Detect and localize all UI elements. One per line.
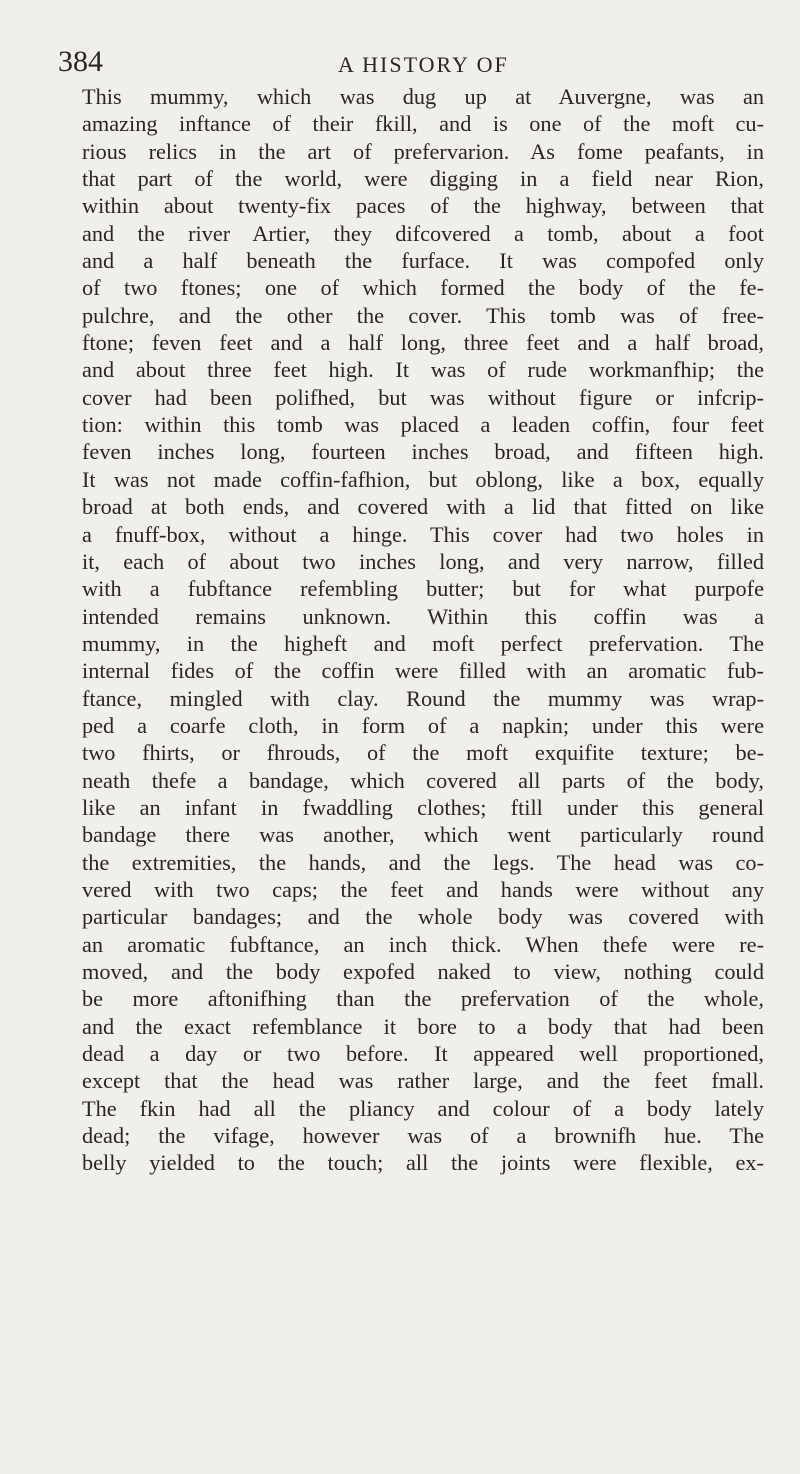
- text-line: broad at both ends, and covered with a lid that fitted on like: [82, 494, 764, 520]
- text-line: and the river Artier, they difcovered a tomb, about a foot: [82, 220, 764, 246]
- text-line: ftone; feven feet and a half long, three feet and a half broad,: [82, 330, 764, 356]
- text-line: a fnuff-box, without a hinge. This cover had two holes in: [82, 521, 764, 547]
- text-line: ped a coarfe cloth, in form of a napkin; under this were: [82, 712, 764, 738]
- text-line: moved, and the body expofed naked to view, nothing could: [82, 959, 764, 984]
- text-line: and the exact refemblance it bore to a body that had been: [82, 1013, 764, 1039]
- text-line: vered with two caps; the feet and hands were without any: [82, 876, 764, 902]
- page-number: 384: [58, 45, 103, 78]
- text-line: with a fubftance refembling butter; but for what purpofe: [82, 576, 764, 602]
- text-line: except that the head was rather large, and the feet fmall.: [82, 1068, 764, 1094]
- text-line: like an infant in fwaddling clothes; ftill under this general: [82, 794, 764, 820]
- running-title: A HISTORY OF: [338, 52, 509, 77]
- text-line: belly yielded to the touch; all the joints were flexible, ex-: [82, 1150, 764, 1176]
- text-line: This mummy, which was dug up at Auvergne, was an: [82, 84, 764, 109]
- text-line: The fkin had all the pliancy and colour of a body lately: [82, 1095, 764, 1121]
- text-line: of two ftones; one of which formed the body of the fe-: [82, 275, 764, 301]
- text-line: ftance, mingled with clay. Round the mummy was wrap-: [82, 685, 764, 711]
- text-line: amazing inftance of their fkill, and is one of the moft cu-: [82, 111, 764, 137]
- text-line: intended remains unknown. Within this coffin was a: [82, 603, 764, 629]
- text-line: It was not made coffin-fafhion, but oblong, like a box, equally: [82, 466, 764, 492]
- body-text: [82, 83, 764, 1177]
- running-head: [58, 44, 748, 84]
- text-line: pulchre, and the other the cover. This tomb was of free-: [82, 302, 764, 328]
- text-line: rious relics in the art of prefervarion. As fome peafants, in: [82, 138, 764, 164]
- text-line: it, each of about two inches long, and very narrow, filled: [82, 548, 764, 574]
- text-line: dead a day or two before. It appeared well proportioned,: [82, 1041, 764, 1067]
- text-line: mummy, in the higheft and moft perfect prefervation. The: [82, 630, 764, 656]
- text-line: that part of the world, were digging in a field near Rion,: [82, 166, 764, 192]
- text-line: bandage there was another, which went particularly round: [82, 822, 764, 848]
- text-line: and a half beneath the furface. It was compofed only: [82, 248, 764, 274]
- text-line: the extremities, the hands, and the legs. The head was co-: [82, 849, 764, 875]
- text-line: two fhirts, or fhrouds, of the moft exquifite texture; be-: [82, 740, 764, 766]
- text-line: and about three feet high. It was of rude workmanfhip; the: [82, 357, 764, 383]
- text-line: be more aftonifhing than the prefervation of the whole,: [82, 986, 764, 1012]
- text-line: tion: within this tomb was placed a leaden coffin, four feet: [82, 412, 764, 438]
- text-line: particular bandages; and the whole body was covered with: [82, 904, 764, 930]
- text-line: an aromatic fubftance, an inch thick. When thefe were re-: [82, 931, 764, 957]
- text-line: neath thefe a bandage, which covered all parts of the body,: [82, 767, 764, 793]
- text-line: within about twenty-fix paces of the highway, between that: [82, 193, 764, 219]
- text-line: feven inches long, fourteen inches broad, and fifteen high.: [82, 439, 764, 465]
- text-line: cover had been polifhed, but was without figure or infcrip-: [82, 384, 764, 410]
- text-line: dead; the vifage, however was of a brownifh hue. The: [82, 1123, 764, 1149]
- text-line: internal fides of the coffin were filled with an aromatic fub-: [82, 658, 764, 684]
